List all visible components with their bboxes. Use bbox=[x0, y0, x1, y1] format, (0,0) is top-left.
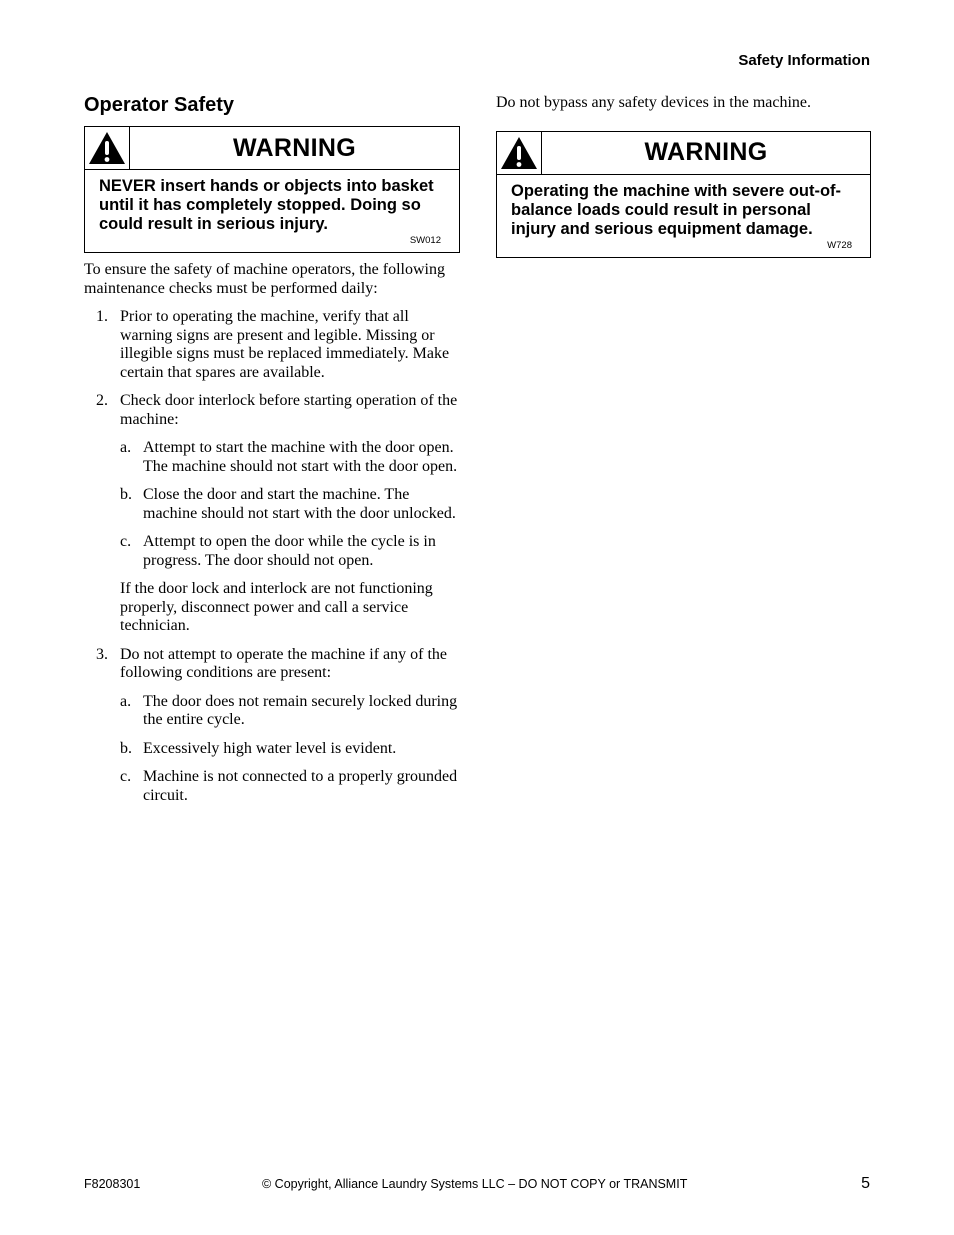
section-heading: Operator Safety bbox=[84, 94, 235, 116]
warning-icon-cell bbox=[85, 127, 130, 169]
list-item bbox=[120, 486, 460, 523]
warning-header bbox=[497, 132, 870, 175]
substep-letter: c. bbox=[120, 533, 132, 550]
step-number: 2. bbox=[96, 392, 108, 409]
left-column bbox=[84, 92, 460, 805]
substep-text: The door does not remain securely locked during the entire cycle. bbox=[143, 692, 458, 728]
step-number: 3. bbox=[96, 645, 108, 663]
warning-box bbox=[84, 126, 460, 253]
warning-icon-cell bbox=[497, 132, 542, 174]
warning-code: SW012 bbox=[409, 235, 441, 246]
bypass-paragraph: Do not bypass any safety devices in the machine. bbox=[496, 94, 812, 111]
warning-body bbox=[85, 170, 459, 252]
page-number: 5 bbox=[861, 1175, 870, 1192]
substep-letter: a. bbox=[120, 439, 132, 456]
right-column bbox=[496, 92, 871, 258]
substep-letter: c. bbox=[120, 768, 132, 785]
warning-text: Operating the machine with severe out-of-balance loads could result in personal injury and serious equipment damage. bbox=[511, 181, 842, 238]
intro-paragraph: To ensure the safety of machine operators, the following maintenance checks must be performed daily: bbox=[84, 261, 445, 297]
list-item bbox=[84, 308, 460, 382]
step-text: Check door interlock before starting operation of the machine: bbox=[120, 392, 458, 428]
warning-header bbox=[85, 127, 459, 170]
substep-text: Attempt to open the door while the cycle is in progress. The door should not open. bbox=[143, 533, 436, 569]
warning-code: W728 bbox=[827, 239, 852, 251]
list-item bbox=[120, 768, 460, 805]
substep-letter: b. bbox=[120, 739, 132, 757]
list-item bbox=[84, 392, 460, 636]
substeps bbox=[120, 693, 460, 806]
substep-letter: b. bbox=[120, 486, 132, 503]
list-item bbox=[120, 740, 460, 759]
warning-text: NEVER insert hands or objects into basket until it has completely stopped. Doing so could result in serious injury. bbox=[99, 177, 434, 233]
warning-triangle-icon bbox=[88, 131, 126, 165]
list-item bbox=[120, 533, 460, 570]
step-note: If the door lock and interlock are not functioning properly, disconnect power and call a service technician. bbox=[120, 580, 433, 634]
warning-triangle-icon bbox=[500, 136, 538, 170]
substep-text: Machine is not connected to a properly grounded circuit. bbox=[143, 768, 458, 804]
substep-text: Close the door and start the machine. The machine should not start with the door unlocked. bbox=[143, 486, 456, 522]
footer-doc-number: F8208301 bbox=[84, 1177, 141, 1191]
warning-body bbox=[497, 175, 870, 257]
substeps bbox=[120, 439, 460, 570]
substep-text: Excessively high water level is evident. bbox=[143, 739, 397, 757]
running-header: Safety Information bbox=[738, 52, 870, 69]
list-item bbox=[120, 693, 460, 730]
step-text: Prior to operating the machine, verify that all warning signs are present and legible. Missing or illegible signs must be replaced immediately. Make certain that spares are available. bbox=[120, 308, 450, 381]
warning-title: WARNING bbox=[233, 133, 356, 162]
list-item bbox=[84, 646, 460, 806]
footer-copyright: © Copyright, Alliance Laundry Systems LLC – DO NOT COPY or TRANSMIT bbox=[262, 1177, 688, 1191]
warning-box bbox=[496, 131, 871, 258]
list-item bbox=[120, 439, 460, 476]
warning-title: WARNING bbox=[644, 138, 768, 166]
substep-letter: a. bbox=[120, 692, 132, 710]
maintenance-steps bbox=[84, 308, 460, 805]
step-text: Do not attempt to operate the machine if any of the following conditions are present: bbox=[120, 645, 447, 681]
step-number: 1. bbox=[96, 308, 108, 325]
substep-text: Attempt to start the machine with the door open. The machine should not start with the door open. bbox=[143, 439, 458, 475]
